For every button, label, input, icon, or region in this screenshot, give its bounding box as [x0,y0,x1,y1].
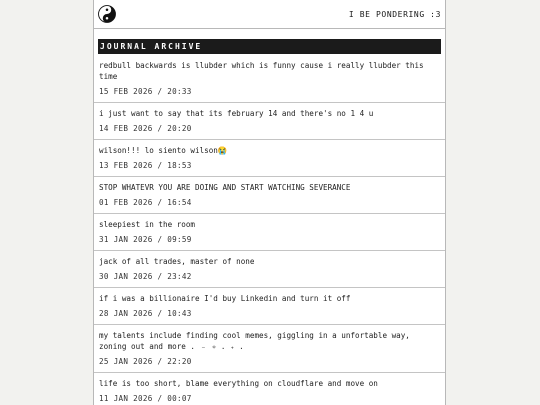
entry-text: wilson!!! lo siento wilson😭 [99,146,228,155]
entry-date: 14 FEB 2026 / 20:20 [99,124,192,133]
entry-text: life is too short, blame everything on cloudflare and move on [99,379,378,388]
yin-yang-icon[interactable] [98,5,116,23]
journal-entry[interactable] [94,103,445,140]
journal-entry[interactable] [94,140,445,177]
entry-date: 11 JAN 2026 / 00:07 [99,394,192,403]
entry-date: 01 FEB 2026 / 16:54 [99,198,192,207]
entry-date: 15 FEB 2026 / 20:33 [99,87,192,96]
entry-text: i just want to say that its february 14 and there's no 1 4 u [99,109,374,118]
entry-text: STOP WHATEVR YOU ARE DOING AND START WATCHING SEVERANCE [99,183,351,192]
entry-text: redbull backwards is llubder which is funny cause i really llubder this time [99,61,424,81]
journal-entry[interactable] [94,214,445,251]
entry-text: my talents include finding cool memes, giggling in a unfortable way, zoning out and more . ﹣ ✧ . ₊ . [99,331,410,351]
entry-text: jack of all trades, master of none [99,257,255,266]
entry-text: sleepiest in the room [99,220,196,229]
entry-date: 30 JAN 2026 / 23:42 [99,272,192,281]
section-title: JOURNAL ARCHIVE [98,39,441,54]
journal-entry[interactable] [94,373,445,405]
entry-date: 31 JAN 2026 / 09:59 [99,235,192,244]
header [94,0,445,29]
site-tagline: I BE PONDERING :3 [348,9,441,19]
journal-entry[interactable] [94,251,445,288]
journal-entry[interactable] [94,177,445,214]
entry-list [94,55,445,405]
entry-text: if i was a billionaire I'd buy Linkedin and turn it off [99,294,351,303]
journal-entry[interactable] [94,55,445,103]
entry-date: 13 FEB 2026 / 18:53 [99,161,192,170]
journal-entry[interactable] [94,288,445,325]
journal-entry[interactable] [94,325,445,373]
entry-date: 25 JAN 2026 / 22:20 [99,357,192,366]
entry-date: 28 JAN 2026 / 10:43 [99,309,192,318]
journal-page [93,0,446,405]
